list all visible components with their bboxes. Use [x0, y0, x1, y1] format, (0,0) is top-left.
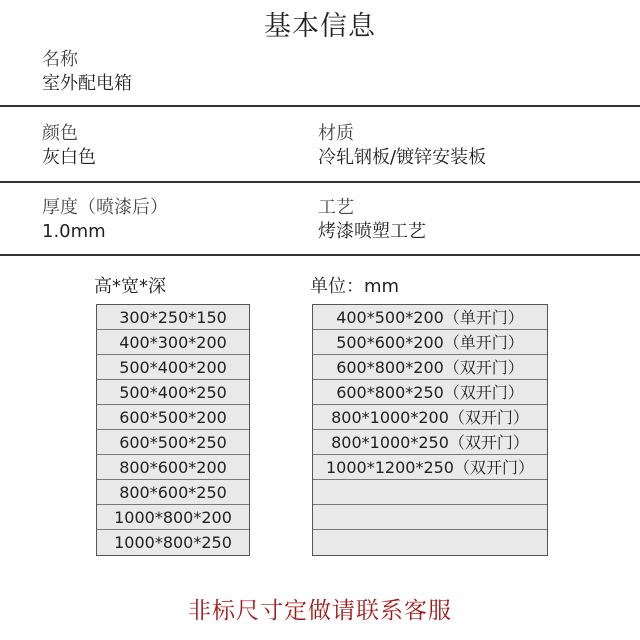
table-cell: 800*1000*200（双开门） [313, 405, 547, 430]
table-cell: 1000*1200*250（双开门） [313, 455, 547, 480]
table-cell: 600*800*250（双开门） [313, 380, 547, 405]
table-cell: 600*500*250 [97, 430, 249, 455]
table-cell: 300*250*150 [97, 305, 249, 330]
size-table-right [312, 304, 548, 556]
table-cell: 500*400*200 [97, 355, 249, 380]
table-cell: 800*1000*250（双开门） [313, 430, 547, 455]
table-cell: 800*600*250 [97, 480, 249, 505]
size-table-left [96, 304, 250, 556]
name-field [42, 48, 132, 96]
thickness-field [42, 196, 168, 244]
table-cell: 1000*800*250 [114, 533, 232, 552]
process-field [318, 196, 426, 244]
divider [0, 105, 640, 107]
material-value: 冷轧钢板/镀锌安装板 [318, 147, 487, 168]
table-cell [313, 505, 547, 530]
divider [0, 181, 640, 183]
thickness-value: 1.0mm [42, 221, 106, 242]
divider [0, 254, 640, 256]
name-value: 室外配电箱 [42, 73, 132, 94]
table-cell: 600*500*200 [97, 405, 249, 430]
process-label: 工艺 [318, 197, 354, 218]
material-label: 材质 [318, 123, 354, 144]
table-cell: 400*300*200 [97, 330, 249, 355]
material-field [318, 122, 486, 170]
table-cell: 400*500*200（单开门） [313, 305, 547, 330]
table-cell: 600*800*200（双开门） [313, 355, 547, 380]
table-cell: 800*600*200 [97, 455, 249, 480]
color-value: 灰白色 [42, 147, 96, 168]
color-label: 颜色 [42, 123, 78, 144]
unit-header: 单位：mm [310, 276, 400, 297]
page-title: 基本信息 [264, 11, 376, 42]
table-cell: 500*400*250 [97, 380, 249, 405]
table-cell [313, 530, 547, 555]
name-label: 名称 [42, 49, 78, 70]
thickness-label: 厚度（喷漆后） [42, 197, 168, 218]
table-cell [313, 480, 547, 505]
color-field [42, 122, 96, 170]
table-cell: 500*600*200（单开门） [313, 330, 547, 355]
table-cell: 1000*800*200 [97, 505, 249, 530]
size-header: 高*宽*深 [94, 276, 166, 297]
custom-size-notice: 非标尺寸定做请联系客服 [188, 598, 452, 624]
process-value: 烤漆喷塑工艺 [318, 221, 426, 242]
